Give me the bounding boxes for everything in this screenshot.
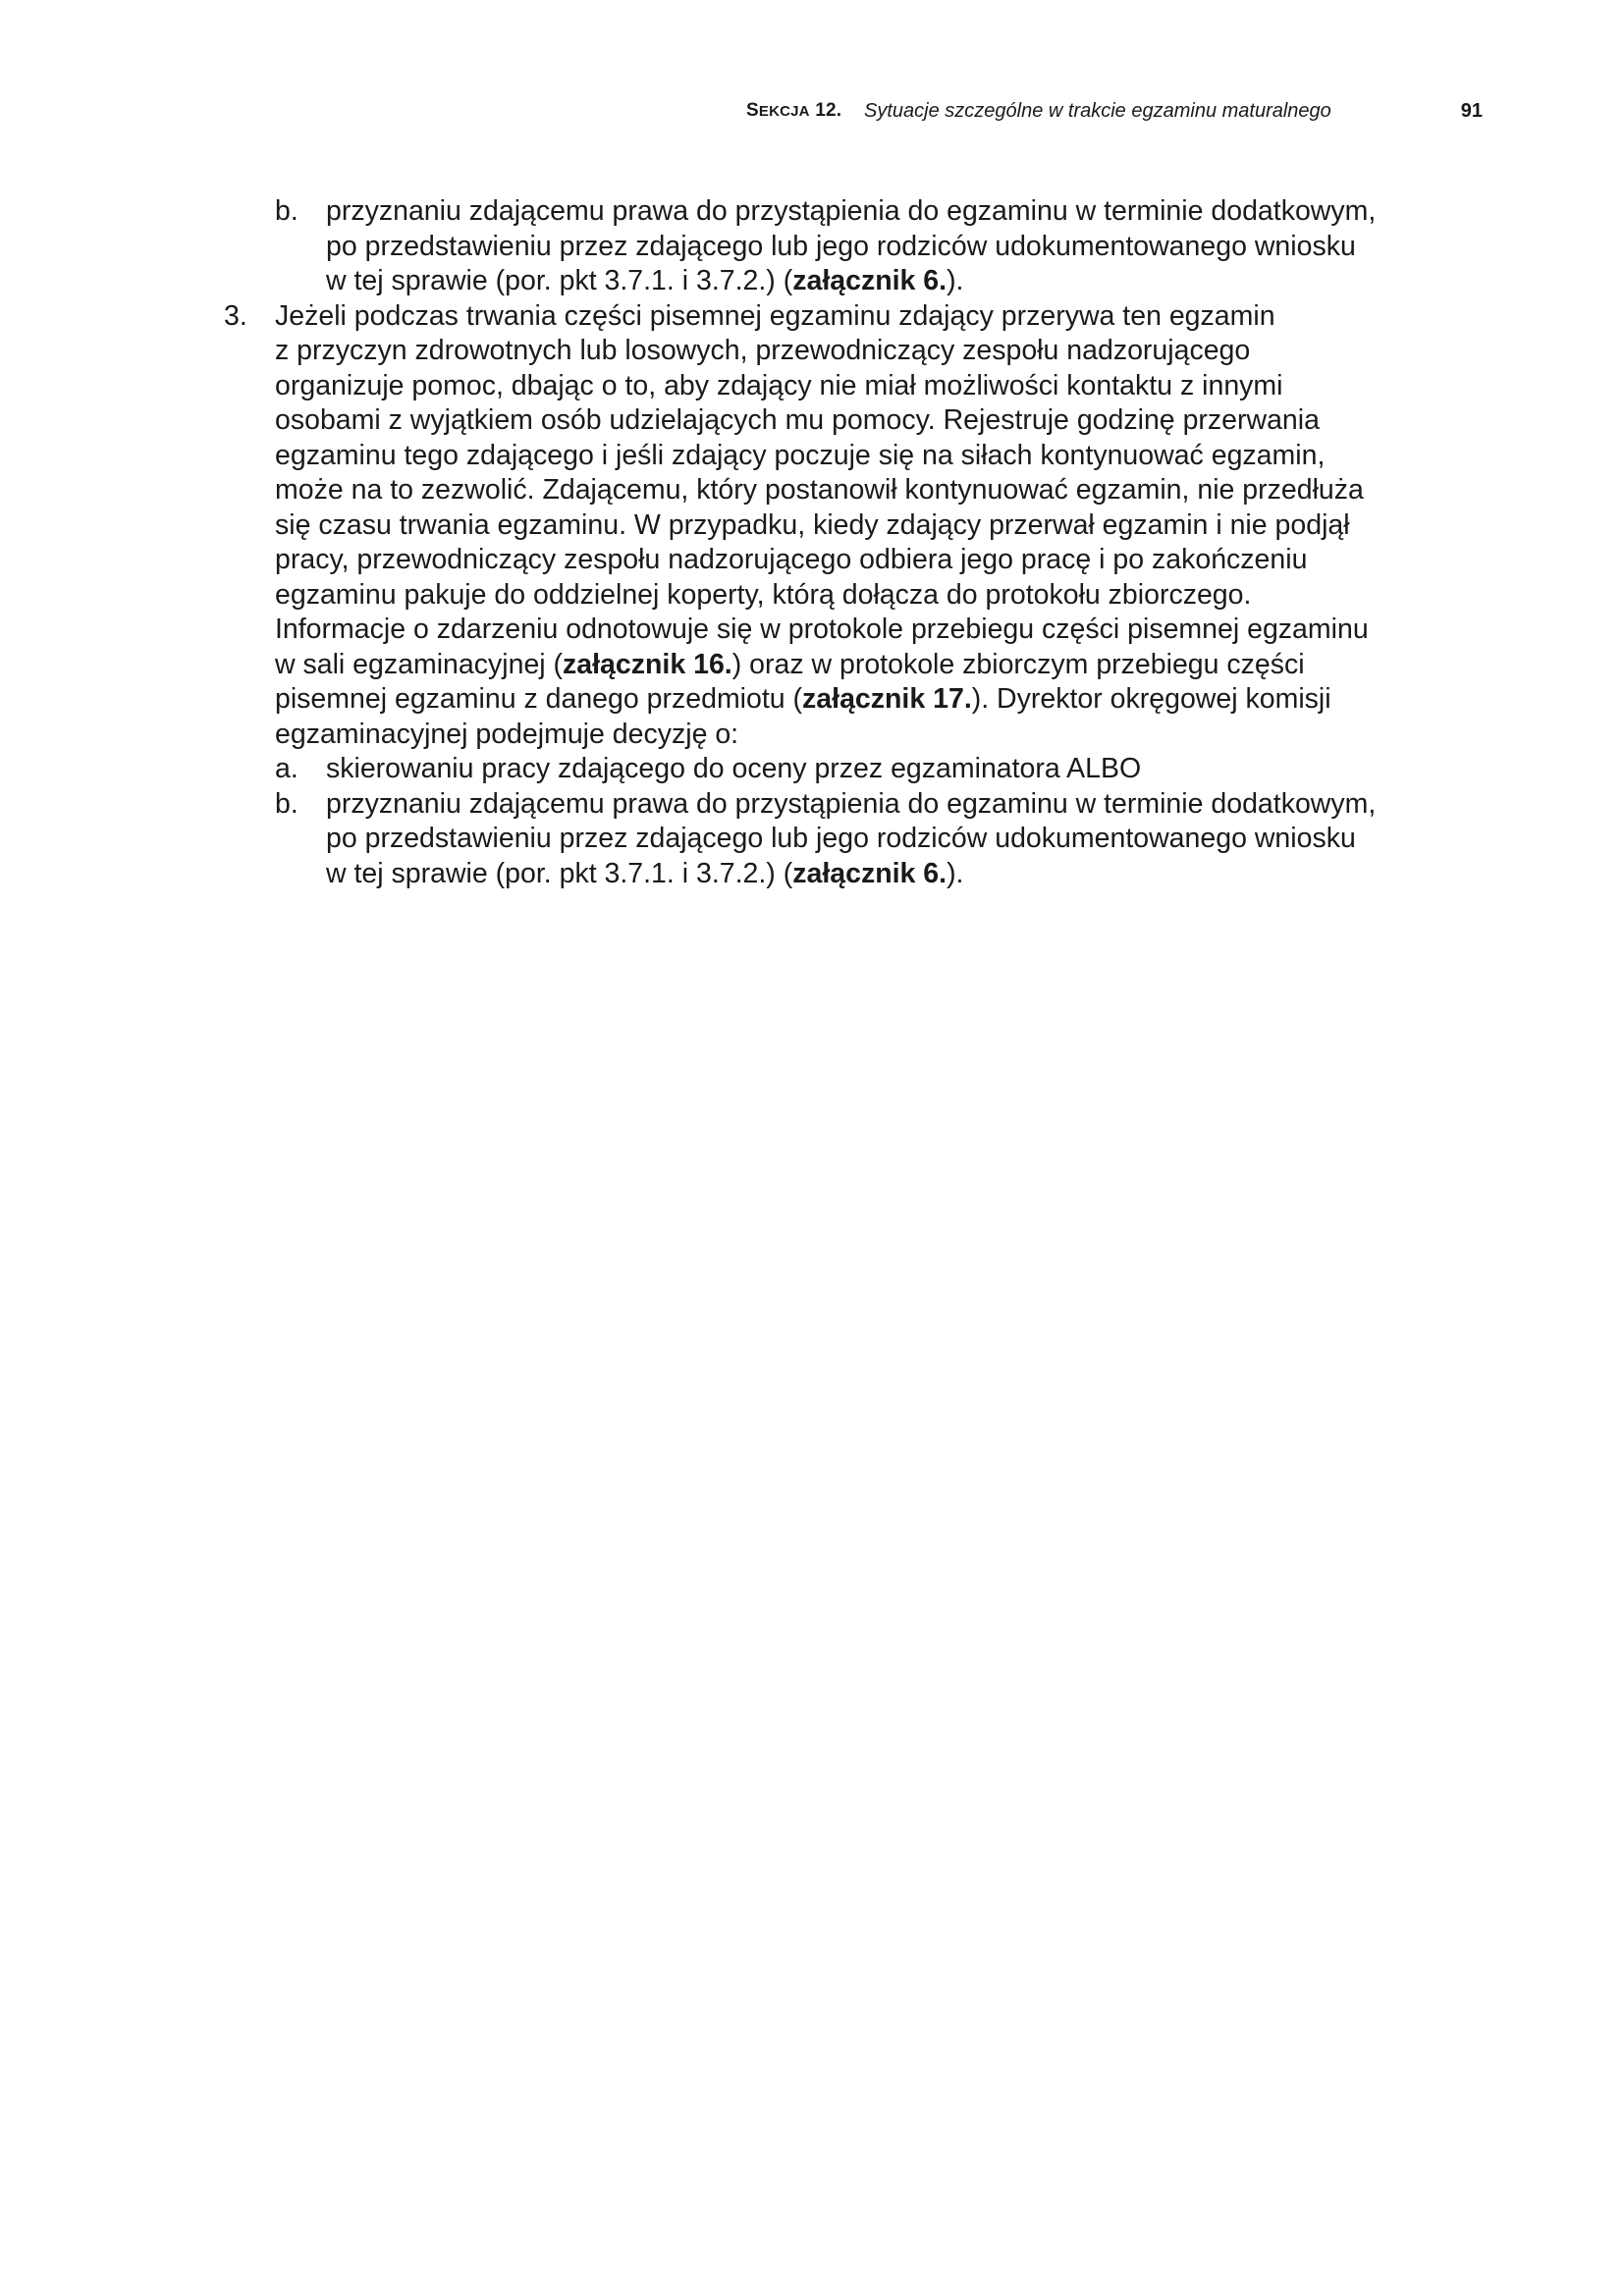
section-number: 12. — [809, 100, 842, 121]
text-span: ). Dyrektor okręgowej komisji — [971, 683, 1331, 715]
text-line: egzaminu tego zdającego i jeśli zdający poczuje się na siłach kontynuować egzamin, — [275, 439, 1326, 471]
list-marker: b. — [275, 787, 298, 820]
list-marker: 3. — [224, 299, 247, 332]
text-line: egzaminu pakuje do oddzielnej koperty, którą dołącza do protokołu zbiorczego. — [275, 578, 1252, 611]
attachment-reference: załącznik 16. — [563, 648, 732, 680]
running-header — [746, 96, 1483, 126]
body-text — [224, 194, 1500, 891]
list-item-3b — [275, 787, 1500, 892]
text-line: organizuje pomoc, dbając o to, aby zdający nie miał możliwości kontaktu z innymi — [275, 369, 1283, 401]
text-span: pisemnej egzaminu z danego przedmiotu ( — [275, 683, 803, 715]
section-label-initial: S — [746, 100, 759, 121]
text-line: pracy, przewodniczący zespołu nadzorującego odbiera jego pracę i po zakończeniu — [275, 544, 1308, 575]
attachment-reference: załącznik 6. — [792, 857, 947, 889]
text-line: przyznaniu zdającemu prawa do przystąpienia do egzaminu w terminie dodatkowym, — [326, 195, 1377, 227]
list-item-3 — [224, 299, 1500, 892]
text-line: egzaminacyjnej podejmuje decyzję o: — [275, 718, 739, 750]
text-line: się czasu trwania egzaminu. W przypadku, kiedy zdający przerwał egzamin i nie podjął — [275, 508, 1350, 541]
list-item-b-continued — [224, 194, 1500, 299]
text-span: ) oraz w protokole zbiorczym przebiegu części — [731, 648, 1305, 680]
list-marker: a. — [275, 753, 298, 784]
text-span: w tej sprawie (por. pkt 3.7.1. i 3.7.2.) ( — [326, 857, 793, 889]
list-marker: b. — [275, 195, 298, 227]
text-span: ). — [947, 857, 964, 889]
text-span: w tej sprawie (por. pkt 3.7.1. i 3.7.2.) ( — [326, 265, 793, 296]
text-line: osobami z wyjątkiem osób udzielających mu pomocy. Rejestruje godzinę przerwania — [275, 404, 1320, 436]
text-line: Informacje o zdarzeniu odnotowuje się w protokole przebiegu części pisemnej egzaminu — [275, 614, 1369, 645]
section-label-rest: EKCJA — [758, 103, 810, 120]
text-line: skierowaniu pracy zdającego do oceny przez egzaminatora ALBO — [326, 753, 1142, 784]
attachment-reference: załącznik 17. — [802, 683, 972, 715]
text-line: Jeżeli podczas trwania części pisemnej egzaminu zdający przerywa ten egzamin — [275, 299, 1275, 332]
text-line — [326, 264, 1500, 299]
text-line — [275, 648, 1500, 683]
text-span: ). — [947, 265, 964, 296]
text-line: może na to zezwolić. Zdającemu, który postanowił kontynuować egzamin, nie przedłuża — [275, 474, 1364, 506]
text-line: po przedstawieniu przez zdającego lub jego rodziców udokumentowanego wniosku — [326, 823, 1356, 854]
text-line: po przedstawieniu przez zdającego lub jego rodziców udokumentowanego wniosku — [326, 230, 1356, 262]
text-span: w sali egzaminacyjnej ( — [275, 648, 564, 680]
section-label — [746, 96, 841, 127]
text-line: przyznaniu zdającemu prawa do przystąpienia do egzaminu w terminie dodatkowym, — [326, 787, 1377, 820]
text-line: z przyczyn zdrowotnych lub losowych, przewodniczący zespołu nadzorującego — [275, 335, 1251, 366]
page-number: 91 — [1460, 100, 1483, 122]
attachment-reference: załącznik 6. — [792, 265, 947, 296]
text-line — [275, 682, 1500, 718]
text-line — [326, 857, 1500, 892]
list-item-3a — [275, 752, 1500, 787]
section-title: Sytuacje szczególne w trakcie egzaminu maturalnego — [864, 100, 1331, 122]
